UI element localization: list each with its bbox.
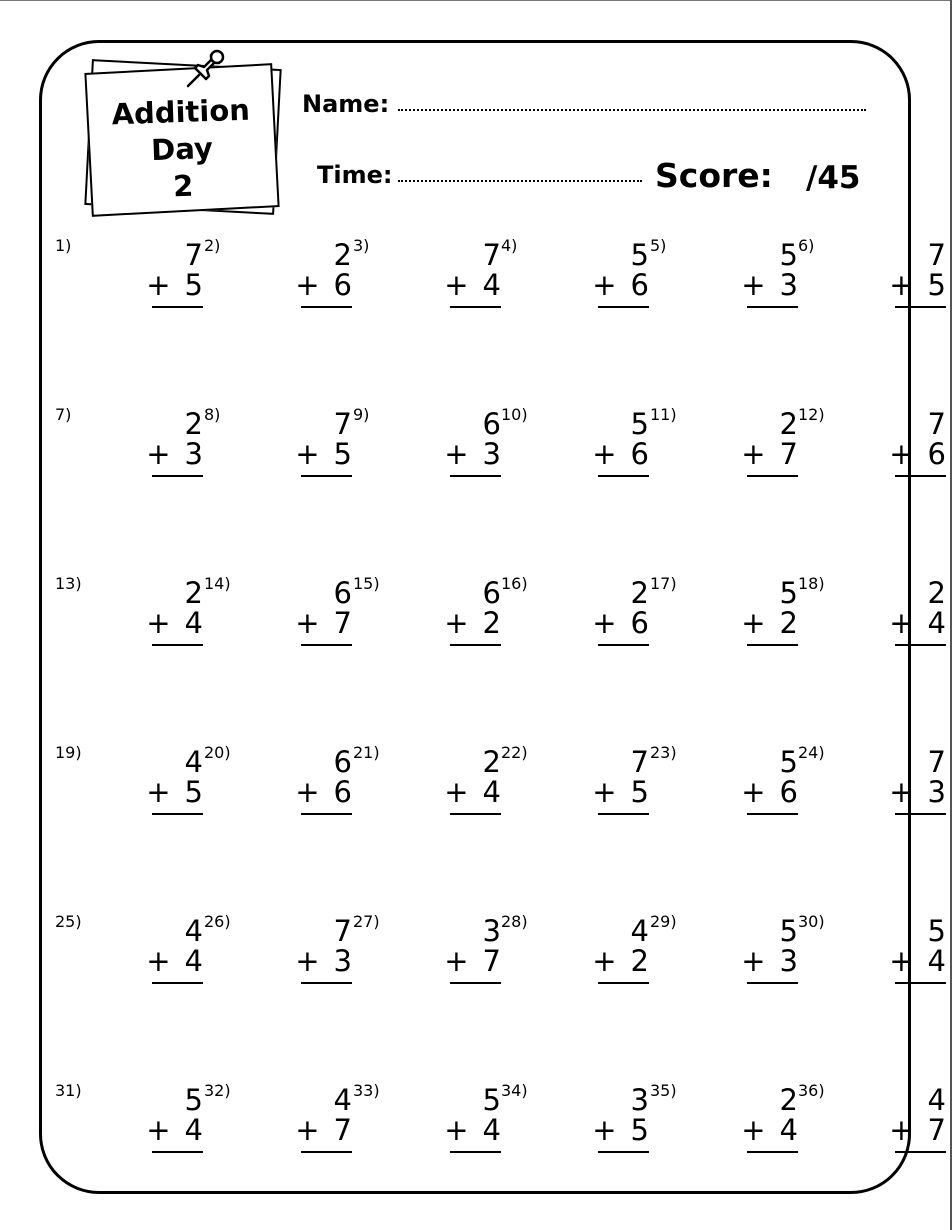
- addend-bottom-value: 4: [927, 944, 946, 978]
- addend-bottom: [295, 270, 352, 300]
- problem-number: 33): [353, 1081, 380, 1100]
- addend-bottom: [295, 1115, 352, 1145]
- addend-bottom-value: 6: [630, 437, 649, 471]
- addend-bottom-value: 6: [779, 775, 798, 809]
- problem-number: 12): [798, 405, 825, 424]
- answer-line[interactable]: [450, 306, 501, 308]
- problem-number: 8): [204, 405, 221, 424]
- addend-bottom-value: 3: [482, 437, 501, 471]
- worksheet-title: [88, 91, 276, 208]
- addend-top: 6: [333, 745, 352, 779]
- problem-item: [650, 1081, 798, 1161]
- addend-bottom: [592, 439, 649, 469]
- addend-top: 2: [779, 1083, 798, 1117]
- problem-number: 24): [798, 743, 825, 762]
- addend-bottom: [444, 439, 501, 469]
- problem-number: 22): [501, 743, 528, 762]
- answer-line[interactable]: [598, 1151, 649, 1153]
- plus-sign: +: [146, 606, 171, 640]
- plus-sign: +: [444, 606, 469, 640]
- addend-bottom-value: 3: [779, 268, 798, 302]
- answer-line[interactable]: [895, 475, 946, 477]
- addend-bottom: [592, 608, 649, 638]
- addend-bottom-value: 4: [482, 775, 501, 809]
- addend-top: 5: [779, 914, 798, 948]
- plus-sign: +: [444, 1113, 469, 1147]
- addend-bottom: [741, 439, 798, 469]
- addend-bottom: [889, 946, 946, 976]
- problem-item: [204, 912, 352, 992]
- problem-item: [798, 743, 946, 823]
- plus-sign: +: [741, 944, 766, 978]
- plus-sign: +: [889, 775, 914, 809]
- plus-sign: +: [741, 606, 766, 640]
- addend-bottom: [295, 946, 352, 976]
- problem-number: 5): [650, 236, 667, 255]
- problem-item: [353, 743, 501, 823]
- title-line-3: 2: [172, 168, 194, 204]
- addend-bottom-value: 6: [630, 268, 649, 302]
- name-field[interactable]: [398, 109, 866, 111]
- problem-item: [501, 236, 649, 316]
- addend-bottom: [146, 439, 203, 469]
- time-field[interactable]: [398, 180, 642, 182]
- plus-sign: +: [741, 268, 766, 302]
- answer-line[interactable]: [301, 982, 352, 984]
- addend-bottom-value: 4: [482, 1113, 501, 1147]
- addend-top: 5: [927, 914, 946, 948]
- problem-number: 31): [55, 1081, 82, 1100]
- problem-number: 10): [501, 405, 528, 424]
- problem-number: 32): [204, 1081, 231, 1100]
- addend-bottom: [295, 439, 352, 469]
- problem-item: [501, 1081, 649, 1161]
- title-note: [82, 46, 294, 226]
- addend-bottom-value: 3: [927, 775, 946, 809]
- problem-number: 15): [353, 574, 380, 593]
- addend-top: 7: [333, 407, 352, 441]
- problem-number: 13): [55, 574, 82, 593]
- problem-item: [798, 405, 946, 485]
- score-label: Score:: [655, 156, 773, 195]
- plus-sign: +: [741, 775, 766, 809]
- addend-bottom: [592, 946, 649, 976]
- answer-line[interactable]: [152, 306, 203, 308]
- answer-line[interactable]: [747, 644, 798, 646]
- plus-sign: +: [146, 268, 171, 302]
- problem-item: [501, 574, 649, 654]
- answer-line[interactable]: [450, 982, 501, 984]
- problem-number: 17): [650, 574, 677, 593]
- problem-number: 26): [204, 912, 231, 931]
- problem-number: 27): [353, 912, 380, 931]
- pushpin-icon: [182, 46, 228, 92]
- addend-bottom: [146, 270, 203, 300]
- addend-top: 2: [184, 576, 203, 610]
- plus-sign: +: [295, 268, 320, 302]
- addend-bottom: [444, 777, 501, 807]
- problem-item: [204, 743, 352, 823]
- page-edge: [0, 0, 952, 1]
- addend-bottom: [444, 946, 501, 976]
- plus-sign: +: [741, 1113, 766, 1147]
- addend-top: 4: [630, 914, 649, 948]
- addend-top: 3: [482, 914, 501, 948]
- addend-bottom: [741, 777, 798, 807]
- problem-number: 11): [650, 405, 677, 424]
- plus-sign: +: [592, 437, 617, 471]
- problem-number: 1): [55, 236, 72, 255]
- plus-sign: +: [444, 437, 469, 471]
- problem-item: [353, 405, 501, 485]
- addend-top: 6: [333, 576, 352, 610]
- answer-line[interactable]: [895, 813, 946, 815]
- addend-bottom: [889, 1115, 946, 1145]
- addend-bottom: [889, 270, 946, 300]
- answer-line[interactable]: [598, 306, 649, 308]
- addend-bottom-value: 4: [184, 606, 203, 640]
- problem-number: 3): [353, 236, 370, 255]
- addend-top: 5: [184, 1083, 203, 1117]
- answer-line[interactable]: [301, 644, 352, 646]
- addend-top: 7: [927, 238, 946, 272]
- plus-sign: +: [295, 437, 320, 471]
- addend-bottom: [741, 608, 798, 638]
- answer-line[interactable]: [301, 1151, 352, 1153]
- plus-sign: +: [889, 606, 914, 640]
- problem-item: [798, 912, 946, 992]
- answer-line[interactable]: [895, 982, 946, 984]
- addend-top: 3: [630, 1083, 649, 1117]
- problem-item: [501, 743, 649, 823]
- answer-line[interactable]: [747, 813, 798, 815]
- addend-top: 7: [927, 407, 946, 441]
- addend-top: 2: [779, 407, 798, 441]
- addend-bottom-value: 3: [779, 944, 798, 978]
- problem-item: [650, 236, 798, 316]
- addend-bottom-value: 7: [333, 606, 352, 640]
- problem-number: 21): [353, 743, 380, 762]
- addend-bottom-value: 4: [927, 606, 946, 640]
- problem-item: [55, 574, 203, 654]
- addend-top: 6: [482, 576, 501, 610]
- plus-sign: +: [592, 268, 617, 302]
- addend-top: 4: [184, 914, 203, 948]
- answer-line[interactable]: [450, 1151, 501, 1153]
- problem-item: [204, 574, 352, 654]
- addend-bottom-value: 5: [184, 268, 203, 302]
- addend-bottom: [146, 1115, 203, 1145]
- answer-line[interactable]: [301, 306, 352, 308]
- addend-bottom-value: 5: [630, 775, 649, 809]
- answer-line[interactable]: [895, 306, 946, 308]
- problem-number: 7): [55, 405, 72, 424]
- plus-sign: +: [592, 1113, 617, 1147]
- addend-bottom: [146, 777, 203, 807]
- problem-number: 4): [501, 236, 518, 255]
- problem-item: [650, 574, 798, 654]
- addend-bottom: [444, 1115, 501, 1145]
- addend-top: 7: [927, 745, 946, 779]
- name-label: Name:: [302, 90, 390, 118]
- answer-line[interactable]: [747, 982, 798, 984]
- problem-item: [650, 405, 798, 485]
- problem-item: [650, 743, 798, 823]
- problem-item: [55, 405, 203, 485]
- plus-sign: +: [146, 437, 171, 471]
- addend-bottom-value: 2: [630, 944, 649, 978]
- problem-item: [353, 912, 501, 992]
- answer-line[interactable]: [152, 475, 203, 477]
- addend-bottom-value: 5: [630, 1113, 649, 1147]
- answer-line[interactable]: [301, 475, 352, 477]
- answer-line[interactable]: [895, 1151, 946, 1153]
- addend-top: 4: [184, 745, 203, 779]
- addend-bottom: [146, 608, 203, 638]
- addend-bottom: [295, 777, 352, 807]
- answer-line[interactable]: [301, 813, 352, 815]
- problem-item: [55, 1081, 203, 1161]
- addend-bottom-value: 5: [927, 268, 946, 302]
- plus-sign: +: [146, 944, 171, 978]
- addend-top: 5: [779, 238, 798, 272]
- problem-number: 19): [55, 743, 82, 762]
- addend-bottom: [741, 946, 798, 976]
- addend-bottom: [592, 270, 649, 300]
- problem-number: 36): [798, 1081, 825, 1100]
- addend-top: 2: [482, 745, 501, 779]
- problem-number: 18): [798, 574, 825, 593]
- problem-item: [204, 236, 352, 316]
- addend-bottom-value: 3: [333, 944, 352, 978]
- addend-bottom-value: 5: [333, 437, 352, 471]
- answer-line[interactable]: [598, 813, 649, 815]
- answer-line[interactable]: [152, 1151, 203, 1153]
- problem-item: [501, 912, 649, 992]
- plus-sign: +: [444, 944, 469, 978]
- addend-bottom-value: 4: [482, 268, 501, 302]
- addend-bottom-value: 6: [333, 268, 352, 302]
- answer-line[interactable]: [450, 475, 501, 477]
- addend-bottom-value: 7: [779, 437, 798, 471]
- addend-top: 7: [184, 238, 203, 272]
- addend-top: 5: [630, 407, 649, 441]
- addend-top: 5: [779, 576, 798, 610]
- problem-number: 20): [204, 743, 231, 762]
- problem-item: [55, 743, 203, 823]
- plus-sign: +: [444, 775, 469, 809]
- plus-sign: +: [146, 1113, 171, 1147]
- answer-line[interactable]: [450, 813, 501, 815]
- addend-bottom-value: 7: [927, 1113, 946, 1147]
- answer-line[interactable]: [598, 475, 649, 477]
- addend-top: 2: [184, 407, 203, 441]
- problem-number: 6): [798, 236, 815, 255]
- plus-sign: +: [592, 944, 617, 978]
- problem-item: [501, 405, 649, 485]
- problem-number: 28): [501, 912, 528, 931]
- problem-item: [798, 1081, 946, 1161]
- problem-item: [204, 405, 352, 485]
- addend-bottom-value: 6: [630, 606, 649, 640]
- addend-bottom: [444, 270, 501, 300]
- addend-top: 4: [333, 1083, 352, 1117]
- addend-top: 2: [333, 238, 352, 272]
- problem-number: 34): [501, 1081, 528, 1100]
- answer-line[interactable]: [598, 644, 649, 646]
- problem-number: 30): [798, 912, 825, 931]
- addend-top: 5: [482, 1083, 501, 1117]
- addend-bottom: [146, 946, 203, 976]
- answer-line[interactable]: [895, 644, 946, 646]
- problem-item: [353, 1081, 501, 1161]
- problem-number: 29): [650, 912, 677, 931]
- addend-bottom-value: 7: [482, 944, 501, 978]
- addend-bottom: [295, 608, 352, 638]
- addend-top: 5: [779, 745, 798, 779]
- answer-line[interactable]: [747, 306, 798, 308]
- addend-bottom: [889, 777, 946, 807]
- addend-bottom-value: 2: [779, 606, 798, 640]
- addend-bottom-value: 6: [927, 437, 946, 471]
- addend-bottom-value: 4: [184, 1113, 203, 1147]
- problem-item: [55, 912, 203, 992]
- answer-line[interactable]: [747, 1151, 798, 1153]
- addend-bottom-value: 4: [184, 944, 203, 978]
- answer-line[interactable]: [747, 475, 798, 477]
- plus-sign: +: [592, 606, 617, 640]
- addend-top: 7: [333, 914, 352, 948]
- problem-number: 14): [204, 574, 231, 593]
- answer-line[interactable]: [152, 813, 203, 815]
- problem-item: [798, 236, 946, 316]
- problem-number: 23): [650, 743, 677, 762]
- plus-sign: +: [295, 944, 320, 978]
- score-total: /45: [806, 160, 861, 196]
- problem-number: 2): [204, 236, 221, 255]
- problem-item: [204, 1081, 352, 1161]
- addend-bottom: [444, 608, 501, 638]
- plus-sign: +: [889, 268, 914, 302]
- addend-bottom-value: 2: [482, 606, 501, 640]
- plus-sign: +: [444, 268, 469, 302]
- addend-bottom: [741, 270, 798, 300]
- plus-sign: +: [295, 606, 320, 640]
- answer-line[interactable]: [152, 644, 203, 646]
- time-label: Time:: [317, 161, 393, 189]
- problem-number: 9): [353, 405, 370, 424]
- addend-top: 5: [630, 238, 649, 272]
- addend-bottom: [592, 1115, 649, 1145]
- problem-number: 35): [650, 1081, 677, 1100]
- plus-sign: +: [295, 1113, 320, 1147]
- plus-sign: +: [295, 775, 320, 809]
- addend-top: 2: [927, 576, 946, 610]
- problem-number: 16): [501, 574, 528, 593]
- addend-bottom: [889, 439, 946, 469]
- plus-sign: +: [889, 1113, 914, 1147]
- addend-bottom-value: 6: [333, 775, 352, 809]
- problem-item: [353, 236, 501, 316]
- addend-bottom: [592, 777, 649, 807]
- problem-number: 25): [55, 912, 82, 931]
- addend-top: 4: [927, 1083, 946, 1117]
- addend-top: 2: [630, 576, 649, 610]
- plus-sign: +: [889, 437, 914, 471]
- plus-sign: +: [146, 775, 171, 809]
- answer-line[interactable]: [598, 982, 649, 984]
- title-line-2: Day: [150, 130, 214, 168]
- problem-item: [650, 912, 798, 992]
- problem-item: [353, 574, 501, 654]
- addend-top: 7: [630, 745, 649, 779]
- addend-bottom: [889, 608, 946, 638]
- plus-sign: +: [741, 437, 766, 471]
- plus-sign: +: [889, 944, 914, 978]
- addend-top: 7: [482, 238, 501, 272]
- addend-bottom-value: 7: [333, 1113, 352, 1147]
- addend-top: 6: [482, 407, 501, 441]
- title-line-1: Addition: [110, 92, 251, 132]
- answer-line[interactable]: [450, 644, 501, 646]
- addend-bottom-value: 5: [184, 775, 203, 809]
- addend-bottom: [741, 1115, 798, 1145]
- plus-sign: +: [592, 775, 617, 809]
- problem-item: [798, 574, 946, 654]
- addend-bottom-value: 4: [779, 1113, 798, 1147]
- problem-item: [55, 236, 203, 316]
- answer-line[interactable]: [152, 982, 203, 984]
- addend-bottom-value: 3: [184, 437, 203, 471]
